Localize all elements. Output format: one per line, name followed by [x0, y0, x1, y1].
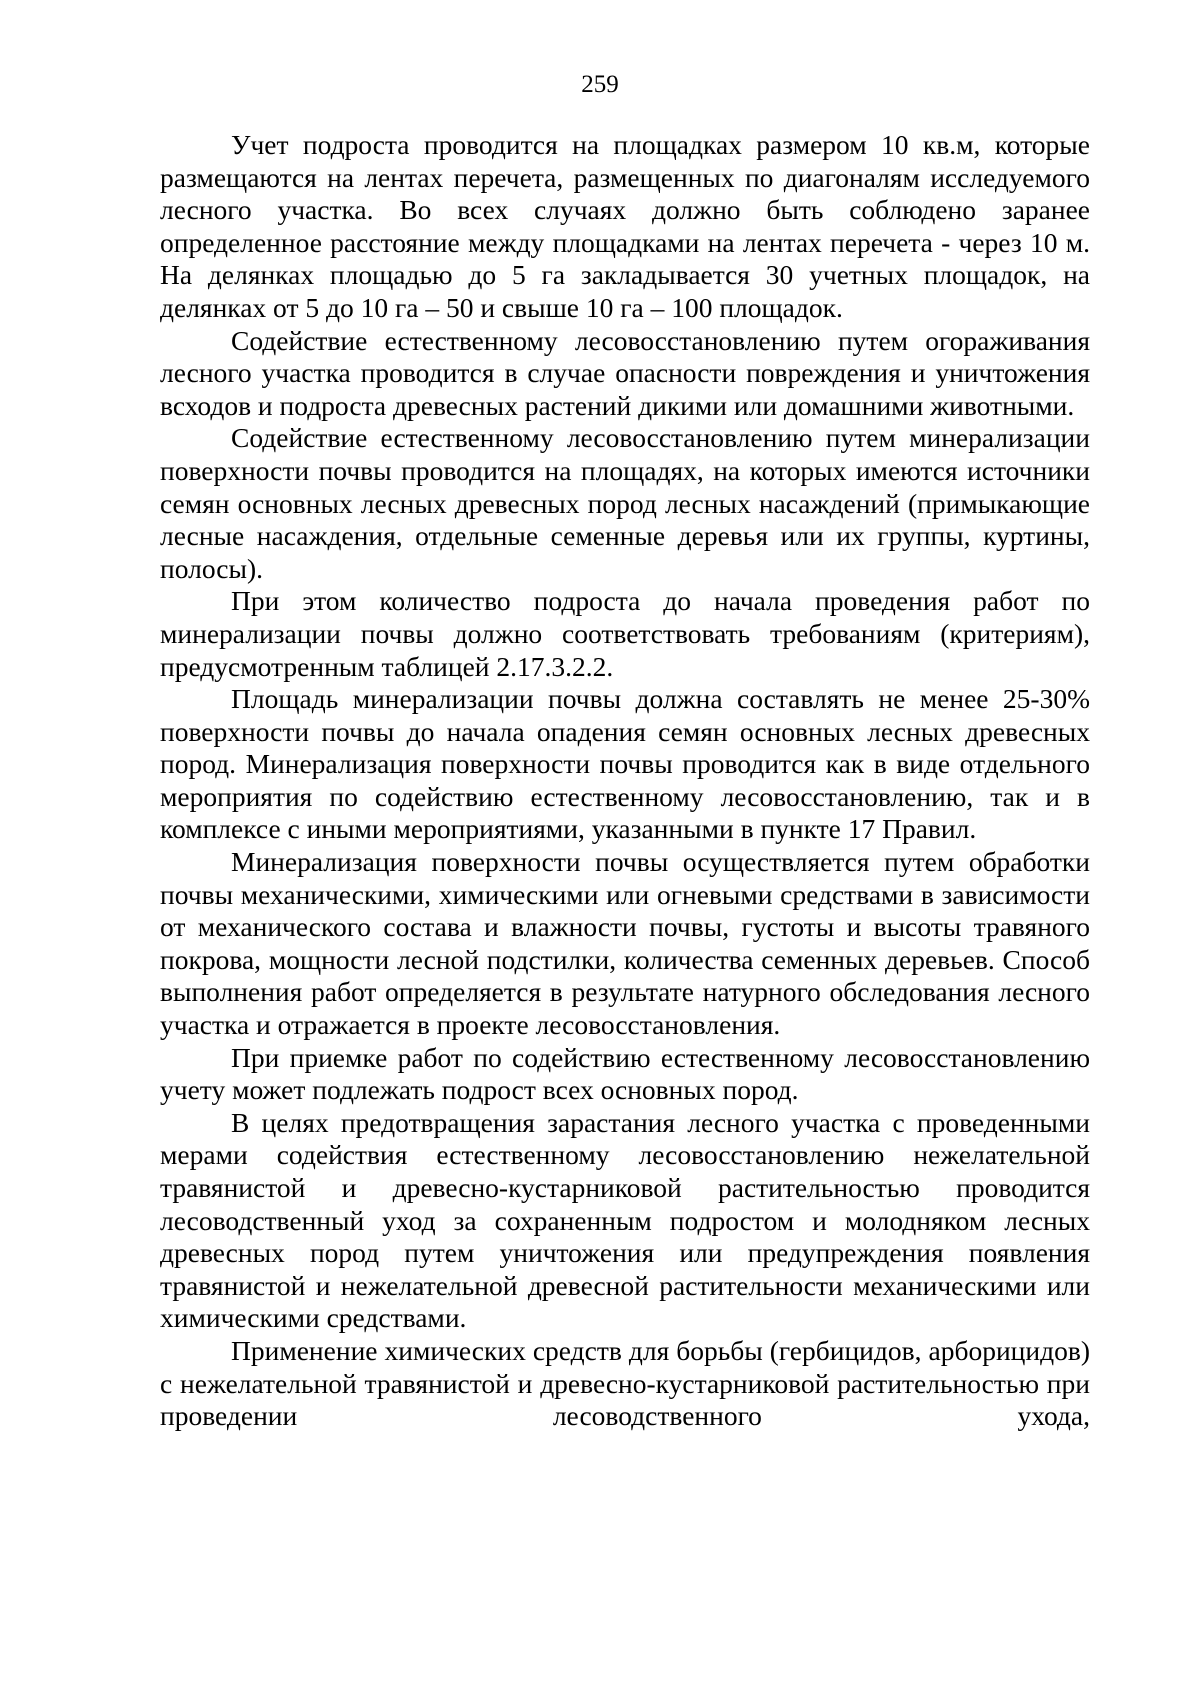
body-text	[160, 129, 1090, 1433]
paragraph-silvicultural-care: В целях предотвращения зарастания лесного участка с проведенными мерами содействия естественному лесовосстановлению нежелательной травянистой и древесно-кустарниковой растительностью проводится лесоводственный уход за сохраненным подростом и молодняком лесных древесных пород путем уничтожения или предупреждения появления травянистой и нежелательной древесной растительности механическими или химическими средствами.	[160, 1106, 1090, 1334]
paragraph-chemical-agents: Применение химических средств для борьбы (гербицидов, арборицидов) с нежелательной травянистой и древесно-кустарниковой растительностью при проведении лесоводственного ухода,	[160, 1334, 1090, 1432]
paragraph-mineralization-methods: Минерализация поверхности почвы осуществляется путем обработки почвы механическими, химическими или огневыми средствами в зависимости от механического состава и влажности почвы, густоты и высоты травяного покрова, мощности лесной подстилки, количества семенных деревьев. Способ выполнения работ определяется в результате натурного обследования лесного участка и отражается в проекте лесовосстановления.	[160, 846, 1090, 1041]
paragraph-fencing: Содействие естественному лесовосстановлению путем огораживания лесного участка проводится в случае опасности повреждения и уничтожения всходов и подроста древесных растений дикими или домашними животными.	[160, 324, 1090, 421]
paragraph-mineralization-area: Площадь минерализации почвы должна составлять не менее 25-30% поверхности почвы до начала опадения семян основных лесных древесных пород. Минерализация поверхности почвы проводится как в виде отдельного мероприятия по содействию естественному лесовосстановлению, так и в комплексе с иными мероприятиями, указанными в пункте 17 Правил.	[160, 683, 1090, 845]
paragraph-undergrowth-criteria: При этом количество подроста до начала проведения работ по минерализации почвы должно соответствовать требованиям (критериям), предусмотренным таблицей 2.17.3.2.2.	[160, 585, 1090, 682]
paragraph-soil-mineralization: Содействие естественному лесовосстановлению путем минерализации поверхности почвы проводится на площадях, на которых имеются источники семян основных лесных древесных пород лесных насаждений (примыкающие лесные насаждения, отдельные семенные деревья или их группы, куртины, полосы).	[160, 422, 1090, 584]
paragraph-undergrowth-accounting: Учет подроста проводится на площадках размером 10 кв.м, которые размещаются на лентах перечета, размещенных по диагоналям исследуемого лесного участка. Во всех случаях должно быть соблюдено заранее определенное расстояние между площадками на лентах перечета - через 10 м. На делянках площадью до 5 га закладывается 30 учетных площадок, на делянках от 5 до 10 га – 50 и свыше 10 га – 100 площадок.	[160, 129, 1090, 323]
paragraph-acceptance: При приемке работ по содействию естественному лесовосстановлению учету может подлежать подрост всех основных пород.	[160, 1041, 1090, 1106]
page-number: 259	[581, 71, 619, 98]
